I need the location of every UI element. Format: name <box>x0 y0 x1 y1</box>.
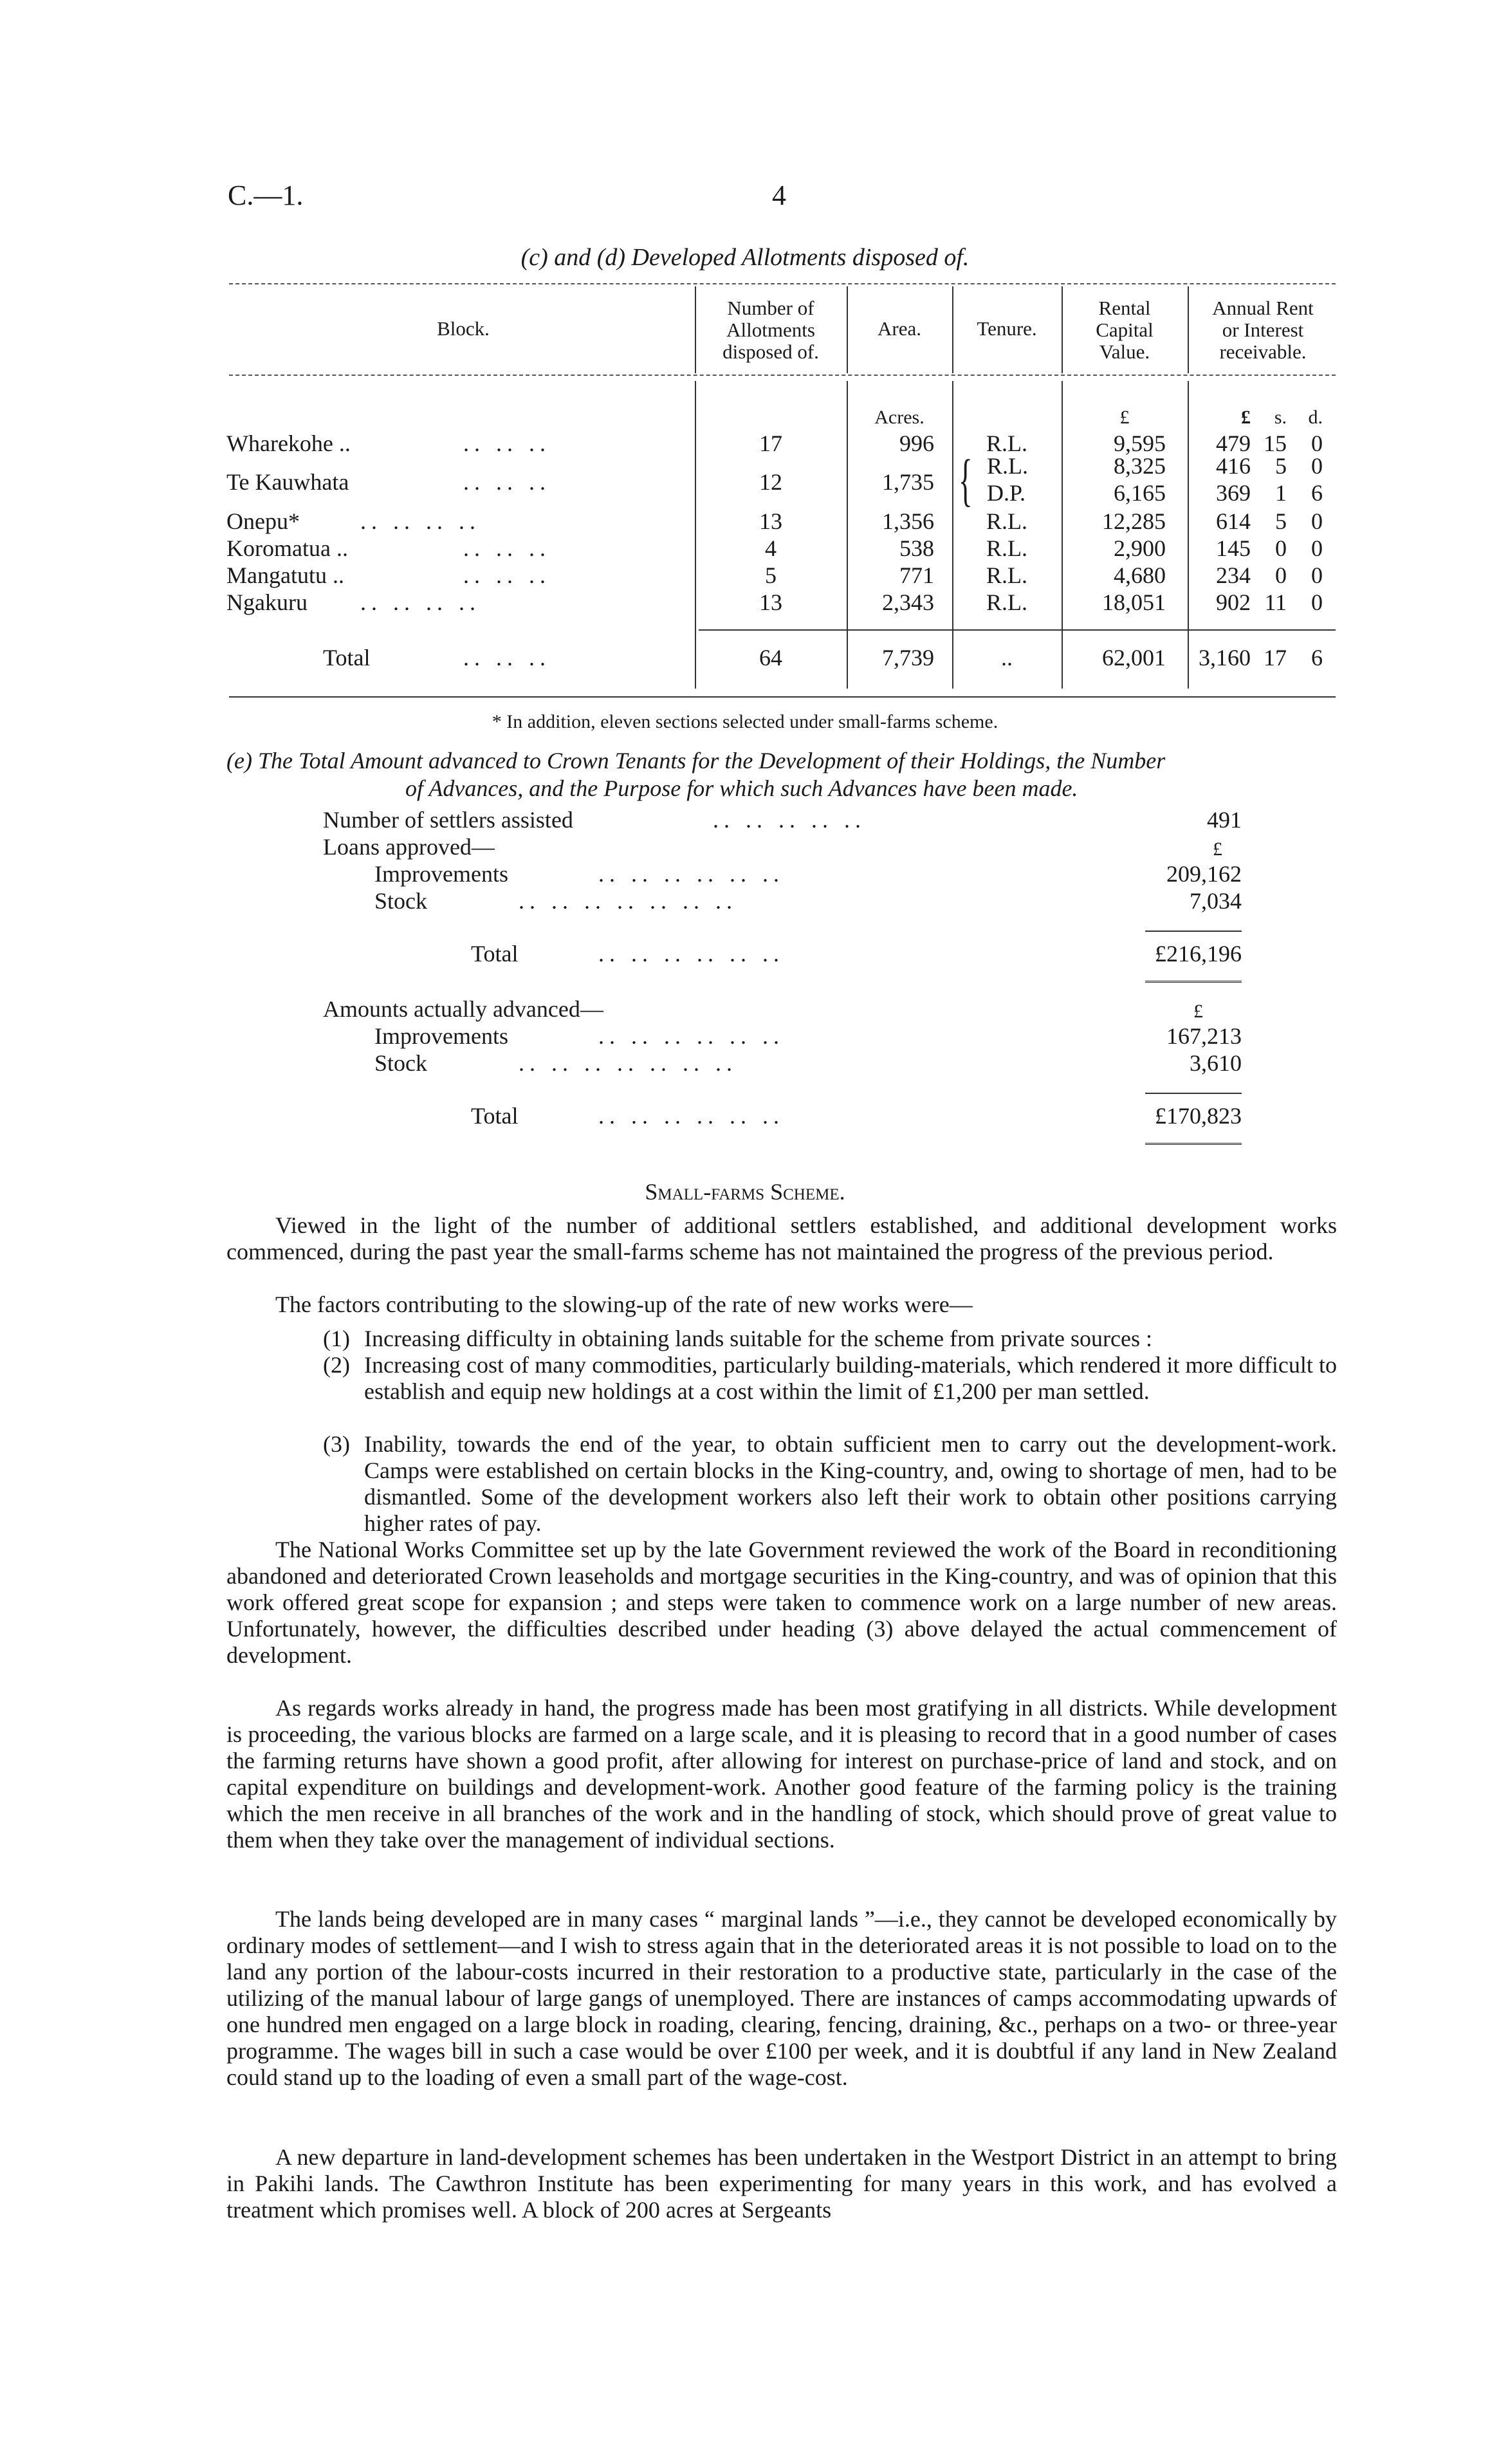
col-divider <box>695 381 696 689</box>
table-footnote: * In addition, eleven sections selected under small-farms scheme. <box>492 711 998 732</box>
list-item: Increasing difficulty in obtaining lands suitable for the scheme from private sources : <box>364 1326 1152 1351</box>
list-number: (1) <box>323 1326 350 1351</box>
unit-acres: Acres. <box>874 407 924 428</box>
cell-leader-dots: .. .. .. .. <box>360 589 481 615</box>
cell-allotments: 12 <box>759 469 782 495</box>
double-rule <box>1145 1143 1242 1147</box>
cell-pence: 0 <box>1311 589 1323 615</box>
col-divider <box>952 286 953 373</box>
cell-pounds: 614 <box>1216 508 1251 534</box>
header-allotments <box>697 297 844 363</box>
cell-allotments: 17 <box>759 431 782 456</box>
total-area: 7,739 <box>882 645 934 671</box>
paragraph: As regards works already in hand, the progress made has been most gratifying in all districts. While development is proceeding, the various blocks are farmed on a large scale, and it is pleasing to record that in a good number of cases the farming returns have shown a good profit, after allowing for interest on purchase-price of land and stock, and on capital expenditure on buildings and development-work. Another good feature of the farming policy is the training which the men receive in all branches of the work and in the handling of stock, which should prove of great value to them when they take over the management of individual sections. <box>226 1695 1337 1853</box>
cell-leader-dots: .. .. .. <box>463 469 551 495</box>
table-caption: (c) and (d) Developed Allotments disposed of. <box>520 244 970 271</box>
leader-dots: .. .. .. .. .. .. <box>598 1023 784 1049</box>
loans-stock-label: Stock <box>374 888 428 914</box>
cell-leader-dots: .. .. .. <box>463 562 551 588</box>
advances-heading-cont: of Advances, and the Purpose for which such Advances have been made. <box>405 775 1078 801</box>
paragraph: A new departure in land-development schemes has been undertaken in the Westport District in an attempt to bring in Pakihi lands. The Cawthron Institute has been experimenting for many years in this work, and has evolved a treatment which promises well. A block of 200 acres at Sergeants <box>226 2144 1337 2223</box>
brace-icon: { <box>959 449 973 512</box>
cell-area: 1,356 <box>882 508 934 534</box>
section-title <box>0 1178 1490 1206</box>
loans-total-value: £216,196 <box>1155 941 1242 967</box>
loans-improvements-label: Improvements <box>374 861 508 887</box>
cell-pounds: 234 <box>1216 562 1251 588</box>
document-reference: C.—1. <box>228 180 304 211</box>
total-rule <box>699 629 1336 631</box>
cell-block: Ngakuru <box>226 589 308 615</box>
cell-pence: 0 <box>1311 431 1323 456</box>
total-tenure: .. <box>1001 645 1013 671</box>
cell-pounds: 479 <box>1216 431 1251 456</box>
total-pounds: 3,160 <box>1199 645 1251 671</box>
table-header-rule <box>229 375 1336 376</box>
actual-improvements-label: Improvements <box>374 1023 508 1049</box>
col-divider <box>1062 286 1063 373</box>
header-rent-line: receivable. <box>1219 340 1307 363</box>
cell-pence: 0 <box>1311 535 1323 561</box>
col-divider <box>695 286 696 373</box>
actual-stock-value: 3,610 <box>1190 1050 1242 1076</box>
cell-pounds: 902 <box>1216 589 1251 615</box>
header-allotments-line: Allotments <box>726 319 815 341</box>
list-number: (2) <box>323 1352 350 1378</box>
cell-value: 2,900 <box>1114 535 1166 561</box>
advances-heading: (e) The Total Amount advanced to Crown Tenants for the Development of their Holdings, the Number <box>226 748 1166 773</box>
cell-tenure: R.L. <box>986 535 1027 561</box>
loans-stock-value: 7,034 <box>1190 888 1242 914</box>
cell-pence-second: 6 <box>1311 480 1323 506</box>
cell-area: 1,735 <box>882 469 934 495</box>
leader-dots: .. .. .. .. .. .. <box>598 861 784 887</box>
cell-tenure: R.L. <box>987 453 1029 479</box>
cell-value-second: 6,165 <box>1114 480 1166 506</box>
paragraph: The National Works Committee set up by the late Government reviewed the work of the Board in reconditioning abandoned and deteriorated Crown leaseholds and mortgage securities in the King-country, and was of opinion that this work offered great scope for expansion ; and steps were taken to commence work on a large number of new areas. Unfortunately, however, the difficulties described under heading (3) above delayed the actual commencement of development. <box>226 1537 1337 1668</box>
cell-area: 2,343 <box>882 589 934 615</box>
unit-pounds: £ <box>1241 407 1251 428</box>
cell-value: 12,285 <box>1102 508 1166 534</box>
page-number: 4 <box>772 180 786 211</box>
cell-tenure: R.L. <box>986 562 1027 588</box>
actual-pound-sign: £ <box>1193 1001 1203 1022</box>
cell-shillings: 0 <box>1275 562 1287 588</box>
list-item: Inability, towards the end of the year, to obtain sufficient men to carry out the development-work. Camps were established on certain blocks in the King-country, and, owing to shortage of men, had to be dismantled. Some of the development workers also left their work to obtain other positions carrying higher rates of pay. <box>364 1431 1337 1536</box>
header-rental-line: Capital <box>1096 319 1154 341</box>
cell-value: 18,051 <box>1102 589 1166 615</box>
header-annual-rent <box>1190 297 1336 363</box>
loans-improvements-value: 209,162 <box>1166 861 1242 887</box>
loans-total-label: Total <box>471 941 519 967</box>
list-item: Increasing cost of many commodities, particularly building-materials, which rendered it more difficult to establish and equip new holdings at a cost within the limit of £1,200 per man settled. <box>364 1352 1337 1404</box>
cell-pence: 0 <box>1311 562 1323 588</box>
cell-area: 538 <box>899 535 934 561</box>
col-divider <box>1188 381 1189 689</box>
cell-value: 4,680 <box>1114 562 1166 588</box>
header-rental-value <box>1064 297 1185 363</box>
unit-pence: d. <box>1308 407 1323 428</box>
header-allotments-line: disposed of. <box>722 340 819 363</box>
cell-value: 8,325 <box>1114 453 1166 479</box>
header-rental-line: Value. <box>1099 340 1150 363</box>
table-bottom-rule <box>229 696 1336 698</box>
cell-block: Mangatutu .. <box>226 562 344 588</box>
leader-dots: .. .. .. .. .. .. <box>598 1103 784 1129</box>
actual-total-label: Total <box>471 1103 519 1129</box>
total-label: Total <box>323 645 371 671</box>
list-number: (3) <box>323 1431 350 1457</box>
actual-stock-label: Stock <box>374 1050 428 1076</box>
cell-shillings: 0 <box>1275 535 1287 561</box>
cell-area: 771 <box>899 562 934 588</box>
cell-shillings: 15 <box>1264 431 1287 456</box>
cell-leader-dots: .. .. .. <box>463 645 551 671</box>
col-divider <box>847 286 848 373</box>
loans-label: Loans approved— <box>323 834 495 860</box>
cell-shillings: 5 <box>1275 508 1287 534</box>
sum-rule <box>1145 931 1242 932</box>
cell-tenure: R.L. <box>986 508 1027 534</box>
cell-pounds-second: 369 <box>1216 480 1251 506</box>
double-rule <box>1145 981 1242 985</box>
unit-pound: £ <box>1119 407 1130 428</box>
cell-pence: 0 <box>1311 508 1323 534</box>
cell-leader-dots: .. .. .. .. <box>360 508 481 534</box>
cell-block: Te Kauwhata <box>226 469 349 495</box>
cell-pence: 0 <box>1311 453 1323 479</box>
actual-total-value: £170,823 <box>1155 1103 1242 1129</box>
cell-tenure: R.L. <box>986 589 1027 615</box>
paragraph: The lands being developed are in many cases “ marginal lands ”—i.e., they cannot be developed economically by ordinary modes of settlement—and I wish to stress again that in the deteriorated areas it is not possible to load on to the land any portion of the labour-costs incurred in their restoration to a productive state, particularly in the case of the utilizing of the manual labour of large gangs of unemployed. There are instances of camps accommodating upwards of one hundred men engaged on a large block in roading, clearing, fencing, draining, &c., perhaps on a two- or three-year programme. The wages bill in such a case would be over £100 per week, and it is doubtful if any land in New Zealand could stand up to the loading of even a small part of the wage-cost. <box>226 1906 1337 2090</box>
paragraph: The factors contributing to the slowing-up of the rate of new works were— <box>275 1292 973 1317</box>
cell-block: Wharekohe .. <box>226 431 351 456</box>
cell-allotments: 5 <box>765 562 777 588</box>
col-divider <box>952 381 953 689</box>
cell-pounds: 416 <box>1216 453 1251 479</box>
header-rent-line: Annual Rent <box>1212 297 1314 319</box>
leader-dots: .. .. .. .. .. .. .. <box>519 888 737 914</box>
cell-allotments: 13 <box>759 589 782 615</box>
leader-dots: .. .. .. .. .. .. <box>598 941 784 967</box>
cell-leader-dots: .. .. .. <box>463 535 551 561</box>
cell-tenure-second: D.P. <box>987 480 1026 506</box>
loans-pound-sign: £ <box>1213 838 1222 860</box>
actual-label: Amounts actually advanced— <box>323 996 603 1022</box>
unit-shillings: s. <box>1274 407 1287 428</box>
actual-improvements-value: 167,213 <box>1166 1023 1242 1049</box>
header-allotments-line: Number of <box>727 297 814 319</box>
cell-tenure: R.L. <box>986 431 1027 456</box>
cell-allotments: 13 <box>759 508 782 534</box>
cell-shillings: 11 <box>1264 589 1287 615</box>
header-rental-line: Rental <box>1098 297 1151 319</box>
table-top-rule <box>229 283 1336 284</box>
header-block: Block. <box>437 317 490 340</box>
cell-leader-dots: .. .. .. <box>463 431 551 456</box>
header-area: Area. <box>878 317 921 340</box>
total-shillings: 17 <box>1264 645 1287 671</box>
sum-rule <box>1145 1093 1242 1094</box>
settlers-value: 491 <box>1207 807 1242 833</box>
cell-shillings-second: 1 <box>1275 480 1287 506</box>
cell-pounds: 145 <box>1216 535 1251 561</box>
paragraph: Viewed in the light of the number of additional settlers established, and additional development works commenced, during the past year the small-farms scheme has not maintained the progress of the previous period. <box>226 1212 1337 1264</box>
cell-value: 9,595 <box>1114 431 1166 456</box>
col-divider <box>847 381 848 689</box>
cell-block: Onepu* <box>226 508 300 534</box>
total-value: 62,001 <box>1102 645 1166 671</box>
section-title-text: Small-farms Scheme. <box>645 1179 845 1205</box>
total-pence: 6 <box>1311 645 1323 671</box>
leader-dots: .. .. .. .. .. .. .. <box>519 1050 737 1076</box>
header-tenure: Tenure. <box>977 317 1037 340</box>
col-divider <box>1188 286 1189 373</box>
cell-block: Koromatua .. <box>226 535 348 561</box>
cell-area: 996 <box>899 431 934 456</box>
col-divider <box>1062 381 1063 689</box>
cell-shillings: 5 <box>1275 453 1287 479</box>
total-allotments: 64 <box>759 645 782 671</box>
leader-dots: .. .. .. .. .. <box>713 807 866 833</box>
header-rent-line: or Interest <box>1222 319 1304 341</box>
settlers-label: Number of settlers assisted <box>323 807 573 833</box>
cell-allotments: 4 <box>765 535 777 561</box>
